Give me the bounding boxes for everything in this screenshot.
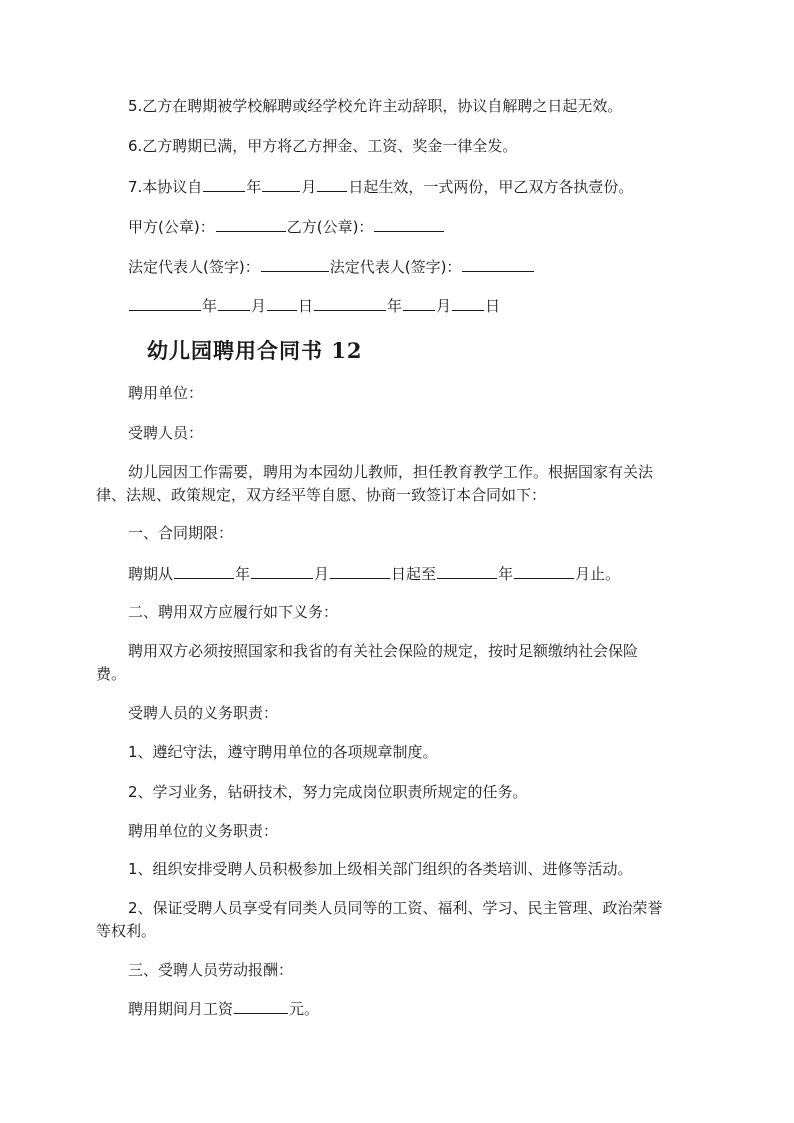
- unit-duty-1: 1、组织安排受聘人员积极参加上级相关部门组织的各类培训、进修等活动。: [128, 860, 633, 878]
- employee-label: 受聘人员：: [128, 424, 204, 442]
- month-label: 月: [436, 297, 452, 315]
- blank-field[interactable]: [462, 256, 534, 272]
- section-3-heading: 三、受聘人员劳动报酬：: [128, 961, 294, 979]
- employee-duty-heading: 受聘人员的义务职责：: [128, 704, 279, 722]
- clause-7: [128, 176, 633, 197]
- blank-field[interactable]: [174, 563, 234, 579]
- employee-duty-2: 2、学习业务，钻研技术，努力完成岗位职责所规定的任务。: [128, 783, 528, 801]
- unit-duty-2: 2、保证受聘人员享受有同类人员同等的工资、福利、学习、民主管理、政治荣誉: [128, 899, 663, 917]
- date-line: [128, 295, 500, 316]
- intro-paragraph: 幼儿园因工作需要，聘用为本园幼儿教师，担任教育教学工作。根据国家有关法: [128, 463, 654, 481]
- blank-field[interactable]: [330, 563, 390, 579]
- insurance-paragraph: 聘用双方必须按照国家和我省的有关社会保险的规定，按时足额缴纳社会保险: [128, 642, 639, 660]
- blank-field[interactable]: [437, 563, 497, 579]
- rep-b-label: 法定代表人(签字)：: [329, 258, 462, 276]
- blank-field[interactable]: [262, 176, 300, 192]
- signature-line: [128, 256, 535, 277]
- blank-field[interactable]: [234, 998, 288, 1014]
- blank-field[interactable]: [267, 295, 297, 311]
- blank-field[interactable]: [216, 216, 286, 232]
- clause-5: 5.乙方在聘期被学校解聘或经学校允许主动辞职，协议自解聘之日起无效。: [128, 97, 623, 115]
- wage-label: 聘用期间月工资: [128, 1000, 234, 1018]
- blank-field[interactable]: [261, 256, 329, 272]
- blank-field[interactable]: [203, 176, 245, 192]
- employee-duty-1: 1、遵纪守法，遵守聘用单位的各项规章制度。: [128, 743, 438, 761]
- employer-label: 聘用单位：: [128, 384, 204, 402]
- blank-field[interactable]: [514, 563, 574, 579]
- party-a-seal-label: 甲方(公章)：: [128, 218, 215, 236]
- blank-field[interactable]: [314, 295, 386, 311]
- clause-7-end: 日起生效，一式两份，甲乙双方各执壹份。: [348, 178, 634, 196]
- year-label: 年: [246, 178, 262, 196]
- blank-field[interactable]: [317, 176, 347, 192]
- wage-unit: 元。: [289, 1000, 320, 1018]
- insurance-paragraph-cont: 费。: [96, 665, 127, 683]
- unit-duty-heading: 聘用单位的义务职责：: [128, 822, 279, 840]
- section-2-heading: 二、聘用双方应履行如下义务：: [128, 603, 339, 621]
- blank-field[interactable]: [218, 295, 250, 311]
- seal-line: [128, 216, 445, 237]
- page-title: 幼儿园聘用合同书 12: [147, 338, 363, 363]
- day-label: 日: [485, 297, 501, 315]
- term-from-label: 聘期从: [128, 565, 174, 583]
- party-b-seal-label: 乙方(公章)：: [286, 218, 374, 236]
- year-label: 年: [498, 565, 514, 583]
- term-to-label: 日起至: [391, 565, 437, 583]
- blank-field[interactable]: [129, 295, 201, 311]
- year-label: 年: [235, 565, 251, 583]
- blank-field[interactable]: [374, 216, 444, 232]
- section-1-heading: 一、合同期限：: [128, 524, 234, 542]
- blank-field[interactable]: [403, 295, 435, 311]
- month-label: 月: [314, 565, 330, 583]
- wage-line: [128, 998, 319, 1019]
- term-end-label: 月止。: [575, 565, 621, 583]
- term-line: [128, 563, 620, 584]
- blank-field[interactable]: [251, 563, 313, 579]
- year-label: 年: [202, 297, 218, 315]
- unit-duty-2-cont: 等权利。: [96, 922, 157, 940]
- day-label: 日: [298, 297, 314, 315]
- month-label: 月: [301, 178, 317, 196]
- clause-7-start: 7.本协议自: [128, 178, 203, 196]
- rep-a-label: 法定代表人(签字)：: [128, 258, 260, 276]
- month-label: 月: [251, 297, 267, 315]
- year-label: 年: [387, 297, 403, 315]
- clause-6: 6.乙方聘期已满，甲方将乙方押金、工资、奖金一律全发。: [128, 137, 518, 155]
- blank-field[interactable]: [452, 295, 484, 311]
- intro-paragraph-cont: 律、法规、政策规定，双方经平等自愿、协商一致签订本合同如下：: [96, 486, 547, 504]
